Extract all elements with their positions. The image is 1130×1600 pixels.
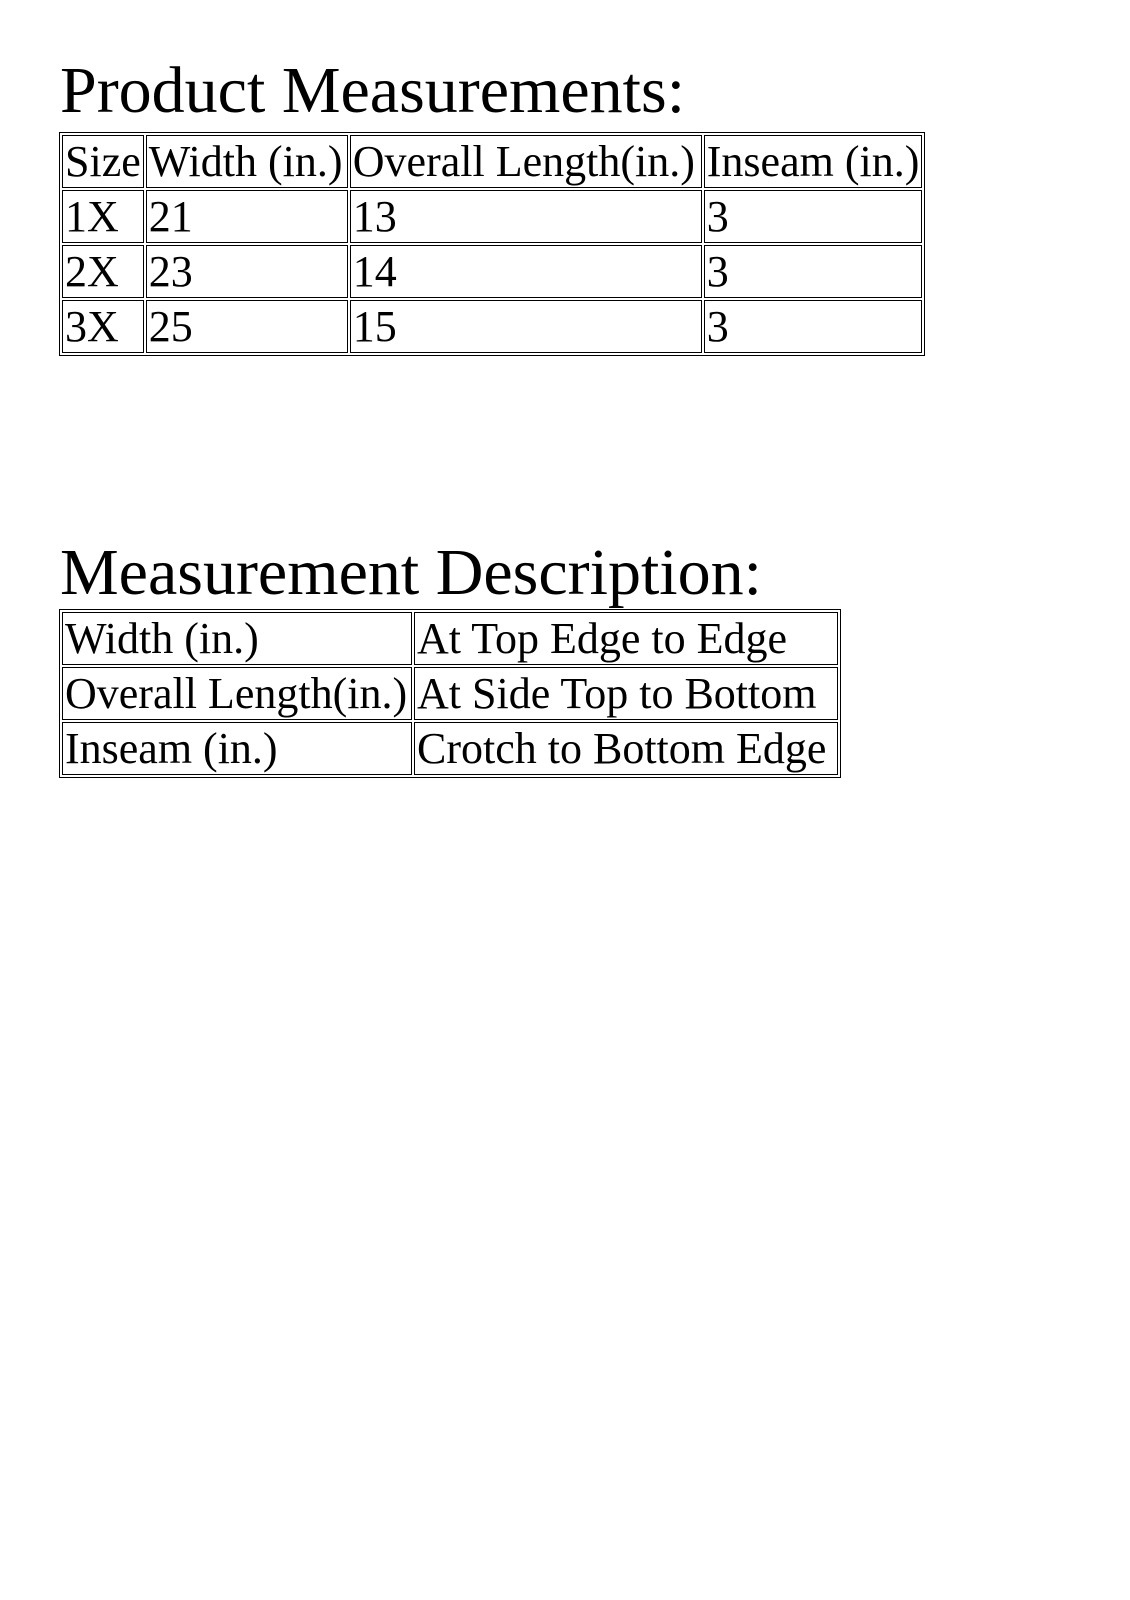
- cell-measurement-term: Inseam (in.): [62, 722, 412, 775]
- cell-measurement-description: At Top Edge to Edge: [414, 612, 838, 665]
- cell-measurement-term: Width (in.): [62, 612, 412, 665]
- table-row: [62, 612, 838, 665]
- measurement-description-title: Measurement Description:: [60, 536, 762, 609]
- cell-inseam: 3: [704, 190, 923, 243]
- cell-measurement-description: Crotch to Bottom Edge: [414, 722, 838, 775]
- cell-measurement-term: Overall Length(in.): [62, 667, 412, 720]
- cell-inseam: 3: [704, 300, 923, 353]
- header-size: Size: [62, 135, 144, 188]
- product-measurements-table: [59, 132, 925, 356]
- cell-measurement-description: At Side Top to Bottom: [414, 667, 838, 720]
- header-inseam: Inseam (in.): [704, 135, 923, 188]
- cell-overall-length: 14: [350, 245, 702, 298]
- table-row: [62, 722, 838, 775]
- cell-overall-length: 15: [350, 300, 702, 353]
- cell-overall-length: 13: [350, 190, 702, 243]
- cell-size: 3X: [62, 300, 144, 353]
- cell-size: 2X: [62, 245, 144, 298]
- cell-width: 23: [146, 245, 348, 298]
- table-row: [62, 300, 922, 353]
- cell-width: 25: [146, 300, 348, 353]
- cell-size: 1X: [62, 190, 144, 243]
- measurement-description-table: [59, 609, 841, 778]
- table-row: [62, 245, 922, 298]
- table-header-row: [62, 135, 922, 188]
- product-measurements-title: Product Measurements:: [60, 54, 686, 127]
- table-row: [62, 190, 922, 243]
- header-width: Width (in.): [146, 135, 348, 188]
- table-row: [62, 667, 838, 720]
- header-overall-length: Overall Length(in.): [350, 135, 702, 188]
- cell-inseam: 3: [704, 245, 923, 298]
- cell-width: 21: [146, 190, 348, 243]
